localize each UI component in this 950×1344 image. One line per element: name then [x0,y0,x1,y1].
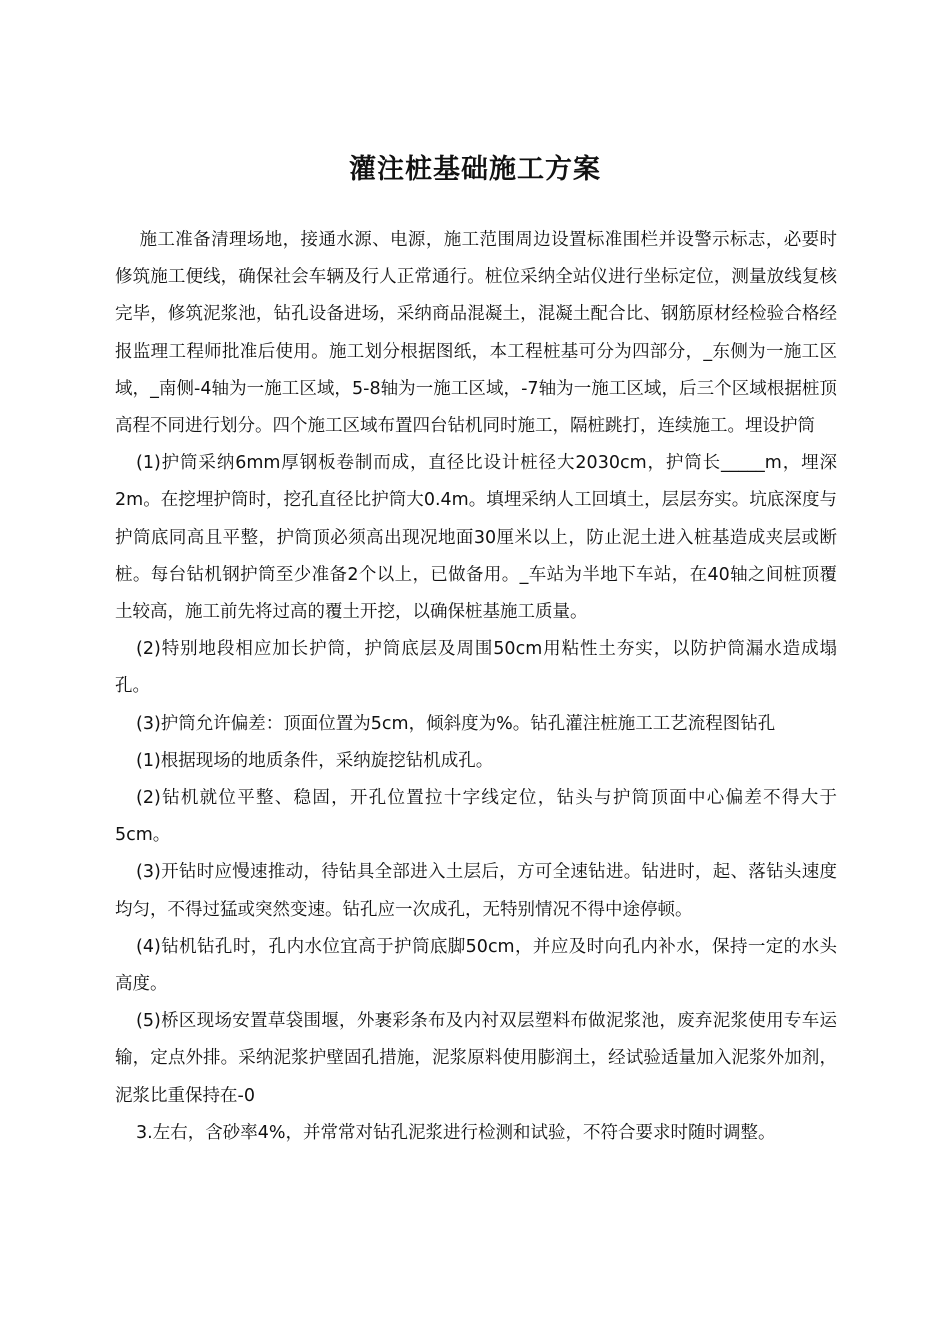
paragraph-casing-2: (2)特别地段相应加长护筒，护筒底层及周围50cm用粘性土夯实，以防护筒漏水造成塌孔。 [115,639,837,697]
paragraph-drilling-1: (1)根据现场的地质条件，采纳旋挖钻机成孔。 [136,750,494,771]
paragraph-drilling-5: (5)桥区现场安置草袋围堰，外裹彩条布及内衬双层塑料布做泥浆池，废弃泥浆使用专车运输，定点外排。采纳泥浆护壁固孔措施，泥浆原料使用膨润土，经试验适量加入泥浆外加剂，泥浆比重保持在-0 [115,1011,837,1106]
paragraph-intro: 施工准备清理场地，接通水源、电源，施工范围周边设置标准围栏并设警示标志，必要时修筑施工便线，确保社会车辆及行人正常通行。桩位采纳全站仪进行坐标定位，测量放线复核完毕，修筑泥浆池，钻孔设备进场，采纳商品混凝土，混凝土配合比、钢筋原材经检验合格经报监理工程师批准后使用。施工划分根据图纸，本工程桩基可分为四部分，_东侧为一施工区域，_南侧-4轴为一施工区域，5-8轴为一施工区域，-7轴为一施工区域，后三个区域根据桩顶高程不同进行划分。四个施工区域布置四台钻机同时施工，隔桩跳打，连续施工。埋设护筒 [115,230,837,437]
paragraph-drilling-3: (3)开钻时应慢速推动，待钻具全部进入土层后，方可全速钻进。钻进时，起、落钻头速度均匀，不得过猛或突然变速。钻孔应一次成孔，无特别情况不得中途停顿。 [115,862,837,920]
paragraph-drilling-4: (4)钻机钻孔时，孔内水位宜高于护筒底脚50cm，并应及时向孔内补水，保持一定的水头高度。 [115,936,837,995]
paragraph-casing-1: (1)护筒采纳6mm厚钢板卷制而成，直径比设计桩径大2030cm，护筒长_____m，埋深2m。在挖埋护筒时，挖孔直径比护筒大0.4m。填埋采纳人工回填土，层层夯实。坑底深度与护筒底同高且平整，护筒顶必须高出现况地面30厘米以上，防止泥土进入桩基造成夹层或断桩。每台钻机钢护筒至少准备2个以上，已做备用。_车站为半地下车站，在40轴之间桩顶覆土较高，施工前先将过高的覆土开挖，以确保桩基施工质量。 [115,453,837,623]
document-body [115,222,837,1152]
paragraph-drilling-2: (2)钻机就位平整、稳固，开孔位置拉十字线定位，钻头与护筒顶面中心偏差不得大于5cm。 [115,788,837,846]
paragraph-casing-3: (3)护筒允许偏差：顶面位置为5cm，倾斜度为%。钻孔灌注桩施工工艺流程图钻孔 [136,713,776,734]
paragraph-slurry: 3.左右，含砂率4%，并常常对钻孔泥浆进行检测和试验，不符合要求时随时调整。 [136,1122,776,1143]
page-title: 灌注桩基础施工方案 [349,154,601,186]
